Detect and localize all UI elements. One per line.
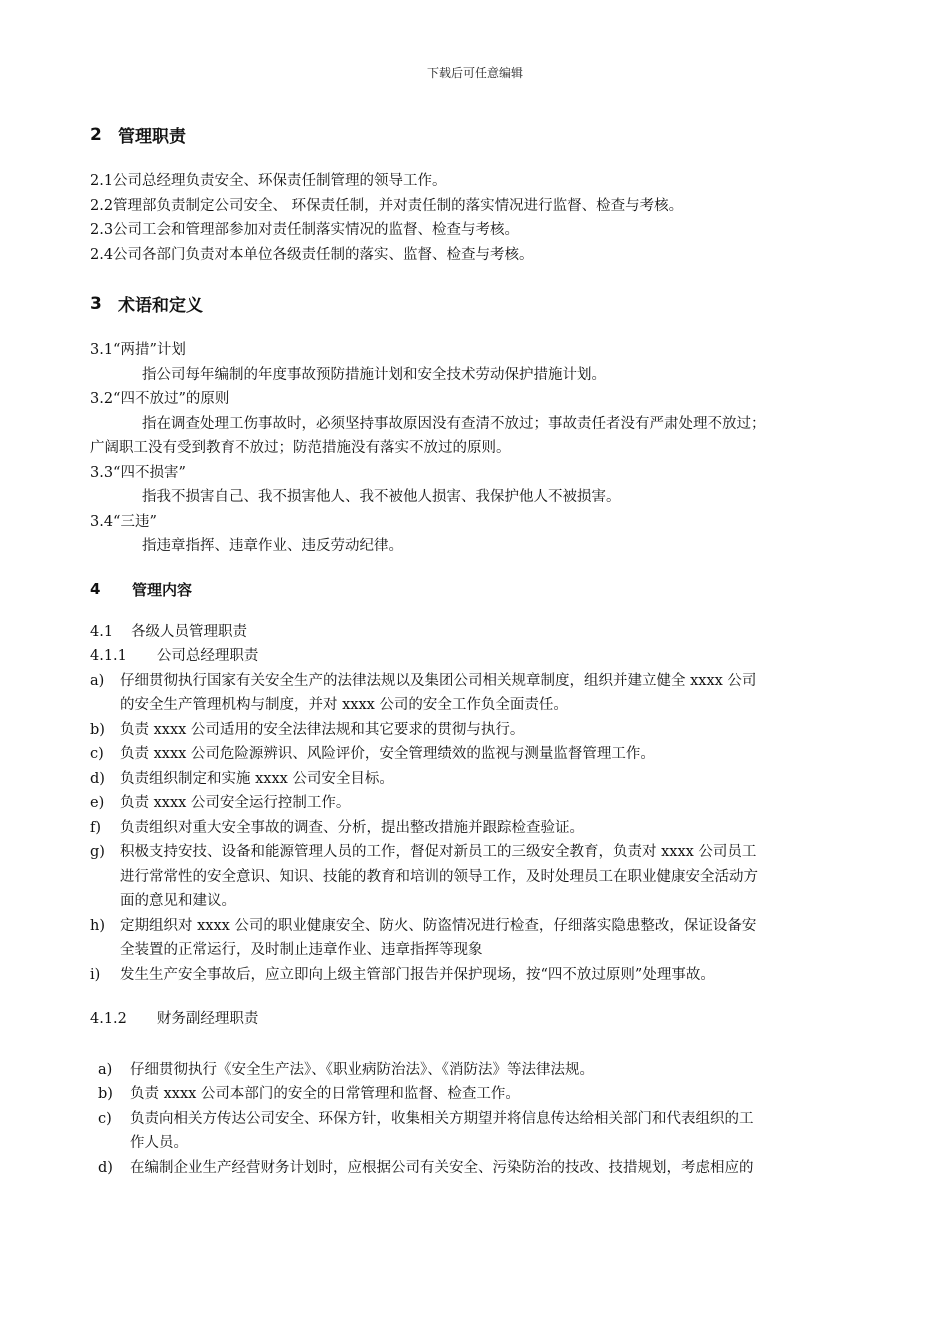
list-item [90, 669, 880, 718]
list-item-text [120, 718, 880, 743]
section-2-heading [90, 122, 880, 147]
section-3-heading [90, 291, 880, 316]
list-item-label: d) [90, 770, 105, 787]
list-item-text [120, 914, 880, 963]
section-title: 管理内容 [132, 580, 193, 599]
list-item-line: 负责 xxxx 公司危险源辨识、风险评价，安全管理绩效的监视与测量监督管理工作。 [120, 746, 655, 762]
list-item-text [120, 742, 880, 767]
subsection-title: 财务副经理职责 [156, 1011, 259, 1027]
section-title: 术语和定义 [118, 296, 203, 316]
list-item-label: f) [90, 819, 102, 836]
subsection-4-1-2-heading [90, 1007, 880, 1032]
list-item-line: 负责 xxxx 公司适用的安全法律法规和其它要求的贯彻与执行。 [120, 721, 525, 738]
list-item-line: 定期组织对 xxxx 公司的职业健康安全、防火、防盗情况进行检查，仔细落实隐患整改，保证设备安 [120, 917, 757, 934]
list-item-line: 仔细贯彻执行《安全生产法》、《职业病防治法》、《消防法》等法律法规。 [130, 1061, 594, 1078]
list-item-text [120, 840, 880, 914]
list-item-label: h) [90, 917, 105, 934]
list-item-text [130, 1082, 880, 1107]
list-item-label: c) [98, 1110, 112, 1127]
term-3-1-heading: 3.1“两措”计划 [90, 342, 186, 358]
clause-2-1: 2.1公司总经理负责安全、环保责任制管理的领导工作。 [90, 173, 447, 189]
section-number: 3 [90, 293, 102, 314]
section-number: 2 [90, 124, 102, 145]
list-item-line: 负责向相关方传达公司安全、环保方针，收集相关方期望并将信息传达给相关部门和代表组织的工 [130, 1110, 754, 1127]
subsection-number: 4.1 [90, 623, 114, 640]
list-item-label: e) [90, 795, 105, 811]
subsection-title: 公司总经理职责 [156, 648, 259, 664]
list-item-line: 面的意见和建议。 [120, 893, 236, 909]
list-item [90, 914, 880, 963]
subsection-4-1-heading [90, 620, 880, 645]
document-content [90, 122, 880, 1180]
list-item [90, 963, 880, 988]
term-3-2-definition: 指在调查处理工伤事故时，必须坚持事故原因没有查清不放过；事故责任者没有严肃处理不放过； [142, 415, 766, 432]
term-3-1-definition: 指公司每年编制的年度事故预防措施计划和安全技术劳动保护措施计划。 [142, 366, 606, 383]
header-note: 下载后可任意编辑 [426, 66, 523, 80]
list-item-label: b) [90, 721, 105, 738]
list-item [90, 791, 880, 816]
list-item-text [120, 816, 880, 841]
list-item-text [130, 1058, 880, 1083]
term-3-2-definition-cont: 广阔职工没有受到教育不放过；防范措施没有落实不放过的原则。 [90, 440, 511, 456]
list-item-label: a) [90, 672, 105, 689]
list-item-text [120, 669, 880, 718]
list-item-label: g) [90, 844, 105, 860]
list-item [90, 1058, 880, 1083]
list-item-line: 全装置的正常运行，及时制止违章作业、违章指挥等现象 [120, 942, 483, 958]
clause-2-3: 2.3公司工会和管理部参加对责任制落实情况的监督、检查与考核。 [90, 222, 520, 238]
list-item [90, 816, 880, 841]
section-number: 4 [90, 580, 101, 598]
subsection-number: 4.1.1 [90, 648, 127, 664]
list-item-text [120, 791, 880, 816]
term-3-4-heading: 3.4“三违” [90, 513, 157, 530]
list-item-line: 在编制企业生产经营财务计划时，应根据公司有关安全、污染防治的技改、技措规划，考虑相应的 [130, 1159, 754, 1176]
list-item-text [120, 963, 880, 988]
list-item-line: 负责组织对重大安全事故的调查、分析，提出整改措施并跟踪检查验证。 [120, 819, 584, 836]
list-item-line: 进行常常性的安全意识、知识、技能的教育和培训的领导工作，及时处理员工在职业健康安全活动方 [120, 868, 758, 885]
term-3-3-heading: 3.3“四不损害” [90, 464, 186, 481]
term-3-2-heading: 3.2“四不放过”的原则 [90, 391, 230, 407]
list-item [90, 1082, 880, 1107]
list-item [90, 742, 880, 767]
list-item-label: d) [98, 1159, 113, 1176]
list-item-line: 发生生产安全事故后，应立即向上级主管部门报告并保护现场，按“四不放过原则”处理事故。 [120, 966, 715, 983]
list-item-text [120, 767, 880, 792]
list-item-label: a) [98, 1061, 113, 1078]
list-item [90, 1156, 880, 1181]
list-item [90, 767, 880, 792]
list-item-label: i) [90, 966, 101, 983]
list-item-line: 作人员。 [130, 1135, 188, 1151]
subsection-4-1-1-heading [90, 644, 880, 669]
clause-2-2: 2.2管理部负责制定公司安全、 环保责任制，并对责任制的落实情况进行监督、检查与考核。 [90, 197, 684, 214]
term-3-4-definition: 指违章指挥、违章作业、违反劳动纪律。 [142, 538, 403, 554]
list-item-line: 的安全生产管理机构与制度，并对 xxxx 公司的安全工作负全面责任。 [120, 697, 568, 713]
section-4-heading [90, 579, 880, 600]
list-item-line: 负责 xxxx 公司安全运行控制工作。 [120, 795, 351, 811]
list-item-line: 积极支持安技、设备和能源管理人员的工作，督促对新员工的三级安全教育，负责对 xxxx 公司员工 [120, 844, 757, 860]
list-item-text [130, 1156, 880, 1181]
clause-2-4: 2.4公司各部门负责对本单位各级责任制的落实、监督、检查与考核。 [90, 246, 534, 263]
list-item-line: 负责组织制定和实施 xxxx 公司安全目标。 [120, 770, 394, 787]
list-item-line: 负责 xxxx 公司本部门的安全的日常管理和监督、检查工作。 [130, 1086, 520, 1102]
list-item [90, 840, 880, 914]
finance-manager-duties-list [90, 1058, 880, 1181]
subsection-number: 4.1.2 [90, 1011, 127, 1027]
list-item-label: c) [90, 746, 104, 762]
list-item-line: 仔细贯彻执行国家有关安全生产的法律法规以及集团公司相关规章制度，组织并建立健全 xxxx 公司 [120, 672, 757, 689]
term-3-3-definition: 指我不损害自己、我不损害他人、我不被他人损害、我保护他人不被损害。 [142, 489, 621, 505]
section-title: 管理职责 [118, 127, 186, 147]
list-item-label: b) [98, 1086, 113, 1102]
list-item [90, 718, 880, 743]
general-manager-duties-list [90, 669, 880, 988]
list-item-text [130, 1107, 880, 1156]
list-item [90, 1107, 880, 1156]
subsection-title: 各级人员管理职责 [131, 623, 248, 640]
